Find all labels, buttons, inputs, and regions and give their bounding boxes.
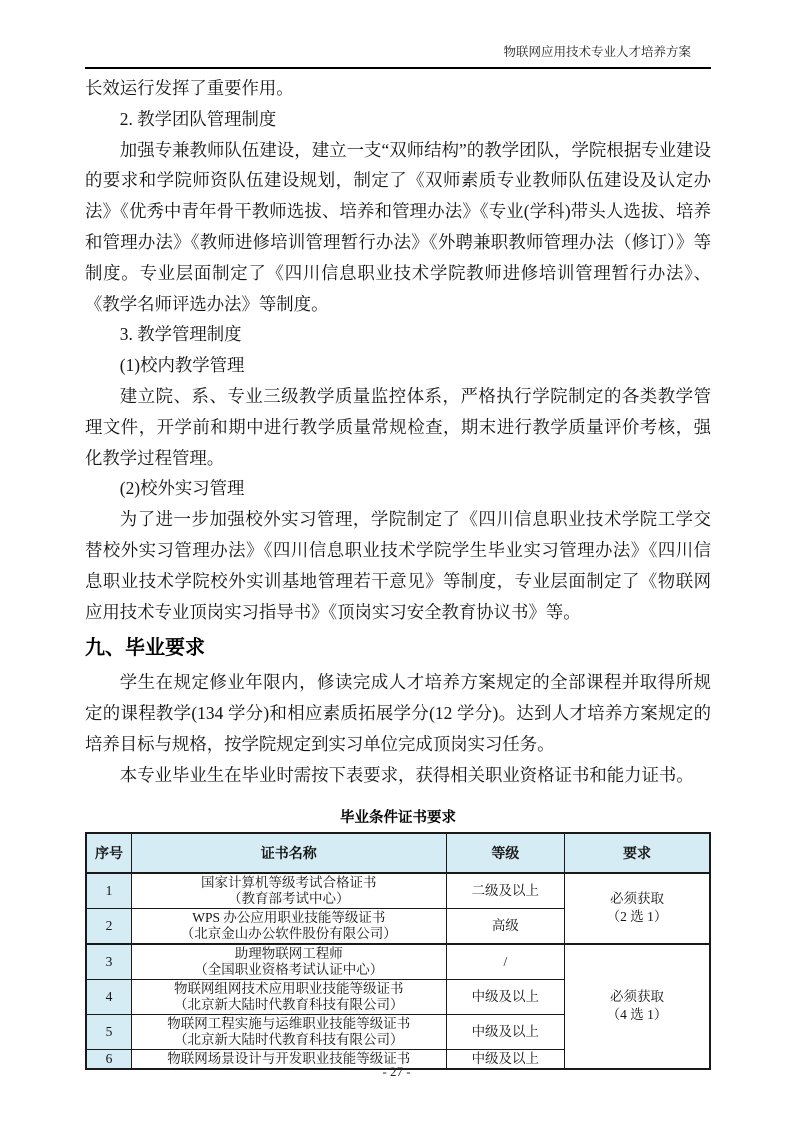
column-header-grade: 等级 <box>446 833 565 873</box>
certificate-org: （北京新大陆时代教育科技有限公司） <box>174 996 404 1012</box>
cell-requirement-group1 <box>565 873 710 944</box>
certificate-org: （全国职业资格考试认证中心） <box>194 961 384 977</box>
cell-serial: 5 <box>86 1014 132 1049</box>
paragraph: (1)校内教学管理 <box>119 355 245 376</box>
cell-certificate-name <box>132 1014 447 1049</box>
cell-serial: 1 <box>86 873 132 909</box>
paragraph: (2)校外实习管理 <box>119 478 245 499</box>
requirement-line: （2 选 1） <box>606 909 668 925</box>
section-heading-graduation-requirements: 九、毕业要求 <box>85 637 205 660</box>
column-header-certificate-name: 证书名称 <box>132 833 447 873</box>
cell-certificate-name <box>132 873 447 909</box>
page-number: - 27 - <box>382 1064 411 1079</box>
requirement-line: （4 选 1） <box>606 1007 668 1023</box>
certificate-name: 助理物联网工程师 <box>234 945 343 961</box>
certificate-name: 物联网场景设计与开发职业技能等级证书 <box>167 1050 411 1066</box>
cell-certificate-name <box>132 944 447 980</box>
cell-serial: 6 <box>86 1049 132 1069</box>
table-row <box>86 944 710 980</box>
cell-grade: 高级 <box>446 908 565 944</box>
cell-grade: 中级及以上 <box>446 979 565 1014</box>
paragraph: 为了进一步加强校外实习管理，学院制定了《四川信息职业技术学院工学交替校外实习管理办法》《四川信息职业技术学院学生毕业实习管理办法》《四川信息职业技术学院校外实训基地管理若干意见》等制度，专业层面制定了《物联网应用技术专业顶岗实习指导书》《顶岗实习安全教育协议书》等。 <box>85 509 711 622</box>
running-header-title: 物联网应用技术专业人才培养方案 <box>503 45 691 59</box>
cell-grade: 二级及以上 <box>446 873 565 909</box>
page-content <box>85 73 711 1070</box>
column-header-requirement: 要求 <box>565 833 710 873</box>
table-header-row <box>86 833 710 873</box>
requirement-line: 必须获取 <box>610 891 665 907</box>
cell-certificate-name <box>132 908 447 944</box>
certificate-name: 物联网组网技术应用职业技能等级证书 <box>174 980 404 996</box>
cell-serial: 3 <box>86 944 132 980</box>
paragraph: 加强专兼教师队伍建设，建立一支“双师结构”的教学团队，学院根据专业建设的要求和学院师资队伍建设规划，制定了《双师素质专业教师队伍建设及认定办法》《优秀中青年骨干教师选拔、培养和管理办法》《专业(学科)带头人选拔、培养和管理办法》《教师进修培训管理暂行办法》《外聘兼职教师管理办法（修订）》等制度。专业层面制定了《四川信息职业技术学院教师进修培训管理暂行办法》、《教学名师评选办法》等制度。 <box>85 139 711 314</box>
header-rule <box>85 67 711 69</box>
paragraph: 3. 教学管理制度 <box>119 324 242 345</box>
certificate-name: WPS 办公应用职业技能等级证书 <box>192 909 386 925</box>
paragraph: 学生在规定修业年限内，修读完成人才培养方案规定的全部课程并取得所规定的课程教学(134 学分)和相应素质拓展学分(12 学分)。达到人才培养方案规定的培养目标与规格，按学院规定到实习单位完成顶岗实习任务。 <box>85 672 711 754</box>
requirement-line: 必须获取 <box>610 989 665 1005</box>
table-row <box>86 873 710 909</box>
paragraph: 2. 教学团队管理制度 <box>119 108 277 129</box>
paragraph: 长效运行发挥了重要作用。 <box>85 78 294 98</box>
certificate-name: 国家计算机等级考试合格证书 <box>201 874 377 890</box>
cell-grade: / <box>446 944 565 980</box>
column-header-serial: 序号 <box>86 833 132 873</box>
cell-requirement-group2 <box>565 944 710 1069</box>
cell-grade: 中级及以上 <box>446 1014 565 1049</box>
certificate-org: （北京新大陆时代教育科技有限公司） <box>174 1031 404 1047</box>
paragraph: 本专业毕业生在毕业时需按下表要求，获得相关职业资格证书和能力证书。 <box>119 764 694 785</box>
certificate-org: （教育部考试中心） <box>228 890 350 906</box>
cell-grade: 中级及以上 <box>446 1049 565 1069</box>
table-caption: 毕业条件证书要求 <box>340 809 456 826</box>
cell-certificate-name <box>132 979 447 1014</box>
paragraph: 建立院、系、专业三级教学质量监控体系，严格执行学院制定的各类教学管理文件，开学前和期中进行教学质量常规检查，期末进行教学质量评价考核，强化教学过程管理。 <box>85 385 711 468</box>
certificate-requirements-table <box>85 832 711 1070</box>
certificate-name: 物联网工程实施与运维职业技能等级证书 <box>167 1015 411 1031</box>
certificate-org: （北京金山办公软件股份有限公司） <box>180 925 397 941</box>
cell-serial: 2 <box>86 908 132 944</box>
cell-serial: 4 <box>86 979 132 1014</box>
